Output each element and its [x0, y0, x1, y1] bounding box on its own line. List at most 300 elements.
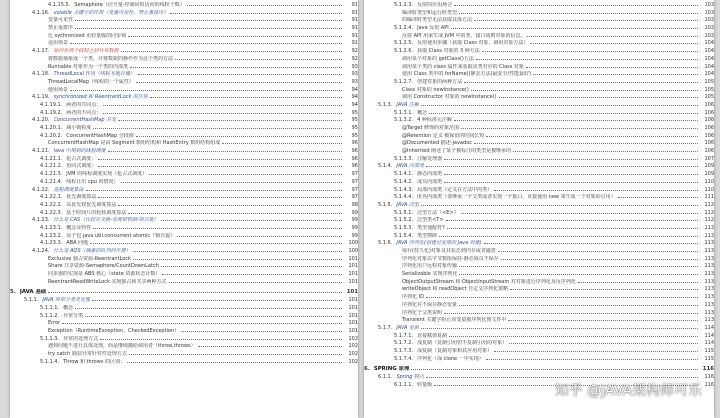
toc-entry-page: 106	[704, 117, 714, 124]
toc-entry-title[interactable]: 调用某个对象的 getClass()方法	[402, 55, 474, 62]
toc-entry-title[interactable]: 两者的不同点：	[66, 109, 102, 116]
toc-dot-leader	[169, 277, 342, 283]
toc-entry[interactable]	[10, 269, 358, 277]
toc-entry-title[interactable]: 创建对象的两种方法	[417, 78, 463, 85]
toc-entry-title[interactable]: ConcurrentHashMap 并发	[53, 117, 117, 124]
toc-dot-leader	[150, 92, 342, 98]
toc-entry-title[interactable]: 原子包 java.util.concurrent.atomic（锁自旋）	[66, 232, 176, 239]
toc-entry-title[interactable]: ConcurrentHashMap 是由 Segment 数组结构和 HashEntry 数组结构组成	[48, 140, 221, 147]
toc-entry[interactable]	[364, 108, 714, 116]
toc-entry[interactable]	[10, 46, 358, 54]
toc-entry[interactable]	[364, 54, 714, 62]
toc-entry-title[interactable]: 概念及特性	[66, 224, 92, 231]
toc-entry[interactable]	[364, 200, 714, 208]
toc-entry-number: 5.1.4.1.	[394, 171, 414, 178]
toc-entry-title[interactable]: 如何在两个线程之间共享数据	[53, 48, 119, 55]
toc-entry[interactable]	[364, 223, 714, 231]
toc-entry-title[interactable]: 注解处理器	[417, 155, 443, 162]
toc-entry[interactable]	[10, 318, 358, 326]
toc-dot-leader	[85, 311, 342, 317]
toc-entry-number: 5.1.5.4.	[394, 232, 414, 239]
toc-dot-leader	[92, 295, 342, 301]
toc-entry[interactable]	[10, 254, 358, 262]
toc-dot-leader	[446, 215, 698, 221]
toc-entry[interactable]	[10, 295, 358, 303]
toc-entry-title[interactable]: Exception（RuntimeException、CheckedException）	[48, 327, 180, 334]
toc-entry[interactable]	[10, 62, 358, 70]
toc-entry-title[interactable]: 两者的共同点：	[66, 101, 102, 108]
toc-entry-page: 99	[351, 232, 358, 239]
toc-dot-leader	[70, 85, 342, 91]
toc-entry[interactable]	[10, 177, 358, 185]
toc-entry[interactable]	[364, 85, 714, 93]
toc-entry-title[interactable]: 调用某个类的 class 属性来获取该类对应的 Class 对象	[402, 63, 524, 70]
toc-entry-title[interactable]: Share 共享资源-Semaphore/CountDownLatch	[48, 263, 159, 270]
toc-entry[interactable]	[10, 311, 358, 319]
toc-dot-leader	[75, 15, 342, 21]
toc-entry-title[interactable]: JAVA 内部类	[396, 163, 425, 170]
toc-entry-number: 5.1.4.2.	[394, 178, 414, 185]
toc-entry-title[interactable]: 遇到问题不进行具体处理，而是继续抛给调用者（throw,throws）	[48, 343, 196, 350]
toc-entry[interactable]	[10, 54, 358, 62]
toc-entry[interactable]	[364, 246, 714, 254]
toc-entry-page: 105	[704, 94, 714, 101]
toc-entry[interactable]	[364, 238, 714, 246]
toc-entry-title[interactable]: 反射使用步骤（获取 Class 对象、调用对象方法）	[417, 40, 529, 47]
toc-list-left	[10, 0, 358, 364]
toc-entry-title[interactable]: 同步器的实现是 ABS 核心（state 资源状态计数）	[48, 271, 161, 278]
toc-entry-number: 4.1.21.1.	[40, 155, 63, 162]
toc-entry-number: 4.1.15.5.	[48, 2, 71, 8]
toc-entry-title[interactable]: 类型通配符?	[417, 224, 445, 231]
toc-entry-title[interactable]: ReentrantReadWriteLock 实现独占和共享两种方式	[48, 278, 167, 285]
toc-entry-title[interactable]: 异常分类	[63, 312, 84, 319]
toc-entry-page: 109	[704, 171, 714, 178]
toc-entry-title[interactable]: JAVA 异常分类及处理	[42, 297, 91, 304]
toc-entry-title[interactable]: 概念	[417, 109, 428, 116]
toc-entry[interactable]	[364, 161, 714, 169]
toc-entry-page: 103	[704, 25, 714, 32]
toc-entry-page: 97	[351, 194, 358, 201]
toc-entry-title[interactable]: 序列化子父类说明	[402, 309, 443, 316]
toc-entry[interactable]	[364, 346, 714, 354]
toc-entry-number: 4.1.20.	[32, 117, 50, 124]
toc-entry-title[interactable]: 进程调度算法	[53, 186, 84, 193]
toc-entry-title[interactable]: volatile 关键字的作用（变量可见性、禁止重排序）	[53, 9, 169, 16]
toc-entry[interactable]	[10, 200, 358, 208]
toc-entry-title[interactable]: synchronized 和 ReentrantLock 的区别	[53, 94, 148, 101]
toc-entry[interactable]	[10, 287, 358, 295]
toc-entry[interactable]	[10, 185, 358, 193]
toc-dot-leader	[464, 77, 698, 83]
toc-entry[interactable]	[10, 223, 358, 231]
toc-entry-title[interactable]: @Target 修饰的对象范围	[402, 125, 460, 131]
toc-entry-page: 113	[704, 263, 714, 270]
toc-entry-title[interactable]: 浅复制（复制引用但不复制引用的对象）	[417, 340, 508, 347]
toc-dot-leader	[149, 169, 342, 175]
toc-entry-number: 5.1.1.1.	[40, 304, 60, 311]
toc-entry-title[interactable]: 高优先权优先调度算法	[66, 201, 117, 208]
toc-entry[interactable]	[364, 292, 714, 300]
toc-entry-number: 5.1.5.2.	[394, 217, 414, 224]
toc-entry-title[interactable]: ConcurrentHashMap 分段锁	[66, 132, 134, 139]
toc-entry-title[interactable]: writeObject 和 readObject 自定义序列化策略	[402, 286, 509, 293]
toc-entry-title[interactable]: ABA 问题	[66, 240, 89, 247]
toc-entry-title[interactable]: 成员内部类	[417, 178, 443, 185]
toc-entry[interactable]	[10, 108, 358, 116]
toc-dot-leader	[426, 292, 698, 298]
toc-entry[interactable]	[10, 215, 358, 223]
toc-dot-leader	[578, 277, 698, 283]
toc-entry[interactable]	[364, 231, 714, 239]
toc-entry[interactable]	[364, 0, 714, 8]
toc-entry-title[interactable]: ThreadLocal 作用（线程本地存储）	[53, 71, 136, 78]
toc-dot-leader	[459, 261, 698, 267]
zhihu-watermark: 知乎 @JAVA架构师可乐	[554, 383, 702, 399]
toc-entry-title[interactable]: JAVA 泛型	[396, 201, 420, 208]
toc-dot-leader	[170, 8, 342, 14]
toc-entry-number: 5.1.4.4.	[394, 194, 414, 201]
toc-entry-title[interactable]: ObjectOutputStream 和 ObjectInputStream 对对象进行序列化及反序列化	[402, 278, 576, 285]
toc-entry-title[interactable]: 匿名内部类（要继承一个父类或者实现一个接口、直接使用 new 来生成一个对象的引用）	[417, 194, 616, 201]
toc-entry-page: 101	[348, 271, 358, 278]
toc-entry-page: 92	[351, 55, 358, 62]
toc-entry-title[interactable]: 异常的处理方式	[63, 335, 99, 342]
toc-entry-title[interactable]: 序列化（深 clone 一中实现）	[417, 355, 484, 362]
toc-entry-page: 106	[704, 140, 714, 147]
toc-entry[interactable]	[10, 208, 358, 216]
toc-entry-number: 5.1.2.5.	[394, 40, 414, 47]
toc-entry[interactable]	[10, 326, 358, 334]
toc-entry[interactable]	[364, 69, 714, 77]
toc-dot-leader	[513, 146, 698, 152]
toc-dot-leader	[127, 357, 342, 363]
toc-entry-page: 113	[704, 294, 714, 301]
toc-entry[interactable]	[10, 0, 358, 8]
toc-entry[interactable]	[364, 308, 714, 316]
toc-entry[interactable]	[364, 31, 714, 39]
toc-dot-leader	[128, 208, 342, 214]
toc-entry[interactable]	[10, 146, 358, 154]
toc-entry[interactable]	[10, 100, 358, 108]
toc-entry[interactable]	[364, 185, 714, 193]
toc-entry[interactable]	[364, 115, 714, 123]
toc-entry-title[interactable]: Exclusive 独占资源-ReentrantLock	[48, 255, 131, 262]
toc-entry[interactable]	[10, 38, 358, 46]
toc-entry-title[interactable]: 深复制（复制对象和其应用对象）	[417, 347, 493, 354]
toc-entry[interactable]	[364, 77, 714, 85]
toc-dot-leader	[459, 300, 698, 306]
toc-entry-title[interactable]: 序列化用户远程对象传输	[402, 263, 458, 270]
toc-entry-page: 95	[351, 117, 358, 124]
toc-entry-page: 91	[351, 17, 358, 24]
toc-entry-title[interactable]: 的编译时类型无法获取具体方法	[402, 17, 473, 24]
toc-entry[interactable]	[10, 85, 358, 93]
toc-entry-title[interactable]: Serializable 实现序列化	[402, 271, 458, 278]
toc-dot-leader	[447, 223, 698, 229]
toc-entry-page: 101	[346, 289, 358, 296]
toc-entry[interactable]	[364, 169, 714, 177]
toc-entry-number: 4.1.23.1.	[40, 224, 63, 231]
toc-entry[interactable]	[10, 92, 358, 100]
toc-dot-leader	[454, 0, 698, 6]
toc-dot-leader	[501, 254, 698, 260]
toc-dot-leader	[499, 92, 698, 98]
toc-entry-title[interactable]: 调用 Constructor 对象的 newInstance()	[402, 94, 497, 101]
toc-entry[interactable]	[364, 354, 714, 362]
toc-entry-title[interactable]: 抢占式调度：	[66, 155, 97, 162]
toc-entry[interactable]	[364, 277, 714, 285]
toc-entry-title[interactable]: Runnable 对象作为一个类的内部类	[48, 63, 129, 70]
toc-dot-leader	[187, 0, 342, 6]
toc-entry-title[interactable]: JAVA 注解	[396, 101, 420, 108]
toc-page-left	[10, 0, 358, 418]
toc-dot-leader	[100, 334, 342, 340]
toc-entry-title[interactable]: 获取 Class 对象的 3 种方法	[417, 48, 480, 55]
toc-entry[interactable]	[10, 138, 358, 146]
toc-entry[interactable]	[10, 261, 358, 269]
toc-entry[interactable]	[364, 100, 714, 108]
toc-dot-leader	[421, 100, 698, 106]
toc-entry-page: 106	[704, 132, 714, 139]
toc-entry-title[interactable]: 使用场景	[48, 86, 69, 93]
toc-dot-leader	[121, 46, 342, 52]
toc-entry-number: 4.1.20.1.	[40, 125, 63, 131]
toc-entry-page: 112	[704, 201, 714, 208]
toc-entry[interactable]	[364, 284, 714, 292]
toc-entry-title[interactable]: 序列化对象以字节数组保持-静态成员不保存	[402, 255, 499, 262]
toc-dot-leader	[439, 231, 698, 237]
toc-entry[interactable]	[10, 123, 358, 131]
toc-entry[interactable]	[364, 8, 714, 16]
toc-entry[interactable]	[364, 15, 714, 23]
toc-entry-title[interactable]: JAVA 基础	[19, 289, 47, 296]
toc-entry-page: 97	[351, 171, 358, 178]
toc-entry-title[interactable]: JAVA 复制	[396, 324, 420, 331]
toc-dot-leader	[130, 62, 342, 68]
toc-entry-number: 4.1.17.	[32, 48, 50, 55]
toc-entry[interactable]	[10, 161, 358, 169]
toc-entry-title[interactable]: 适用场景	[48, 40, 69, 47]
toc-entry-title[interactable]: 类型擦除	[417, 232, 438, 239]
toc-dot-leader	[162, 269, 342, 275]
toc-entry[interactable]	[10, 192, 358, 200]
toc-entry-title[interactable]: 将数据抽象成一个类，并将数据的操作作为这个类的方法	[48, 55, 174, 62]
toc-dot-leader	[133, 246, 342, 252]
toc-entry-title[interactable]: 变量可见性	[48, 17, 74, 24]
toc-entry-page: 101	[348, 312, 358, 319]
toc-entry-number: 4.1.24.	[32, 248, 50, 254]
toc-entry-title[interactable]: Throw 和 throws 的区别：	[63, 358, 126, 365]
toc-entry[interactable]	[364, 92, 714, 100]
toc-entry[interactable]	[10, 349, 358, 357]
toc-entry[interactable]	[10, 246, 358, 254]
toc-dot-leader	[444, 308, 698, 314]
toc-entry-title[interactable]: 泛型类<T>	[417, 217, 444, 224]
toc-entry-page: 96	[351, 163, 358, 170]
toc-entry-page: 104	[704, 63, 714, 70]
toc-entry[interactable]	[364, 138, 714, 146]
toc-entry-number: 4.1.19.	[32, 94, 50, 101]
toc-entry-page: 101	[348, 327, 358, 334]
toc-entry-number: 4.1.22.3.	[40, 209, 63, 216]
toc-entry-title[interactable]: try catch 捕获异常针对性处理方式	[48, 350, 127, 357]
toc-entry[interactable]	[10, 131, 358, 139]
toc-entry-page: 104	[704, 40, 714, 47]
toc-entry-title[interactable]: 序列化并不保存静态变量	[402, 301, 458, 308]
toc-entry-title[interactable]: SPRING 原理	[373, 366, 410, 373]
toc-entry-title[interactable]: @Documented 描述-javadoc	[402, 140, 473, 147]
toc-entry[interactable]	[364, 62, 714, 70]
toc-entry-title[interactable]: 编译时类型和运行时类型	[402, 9, 458, 16]
toc-entry[interactable]	[364, 38, 714, 46]
toc-dot-leader	[161, 261, 342, 267]
toc-entry[interactable]	[364, 146, 714, 154]
toc-entry-number: 5.1.2.6.	[394, 48, 414, 55]
toc-entry-number: 4.1.23.2.	[40, 232, 63, 239]
toc-entry[interactable]	[10, 23, 358, 31]
toc-entry[interactable]	[10, 341, 358, 349]
toc-entry-title[interactable]: 协同式调度：	[66, 163, 97, 170]
toc-entry[interactable]	[10, 277, 358, 285]
toc-dot-leader	[526, 62, 698, 68]
toc-entry-title[interactable]: Semaphore（信号量-控制同时访问的线程个数）	[74, 2, 185, 8]
toc-entry-title[interactable]: 减小锁粒度	[66, 125, 92, 131]
toc-entry[interactable]	[364, 254, 714, 262]
toc-entry[interactable]	[364, 300, 714, 308]
toc-entry-page: 101	[348, 304, 358, 311]
toc-entry-page: 115	[704, 355, 714, 362]
toc-dot-leader	[426, 161, 698, 167]
toc-entry[interactable]	[364, 215, 714, 223]
toc-entry-number: 5.1.3.	[378, 101, 393, 108]
toc-entry-title[interactable]: 什么是 AQS（抽象的队列同步器）	[53, 248, 131, 254]
toc-dot-leader	[510, 284, 698, 290]
toc-entry-title[interactable]: 什么是 CAS（比较并交换-乐观锁机制-锁自旋）	[53, 217, 159, 224]
toc-entry-title[interactable]: 直接赋值复制	[417, 332, 448, 339]
toc-dot-leader	[62, 318, 342, 324]
toc-entry-page: 102	[348, 335, 358, 342]
toc-entry[interactable]	[10, 77, 358, 85]
toc-entry-title[interactable]: JVM 的线程调度实现（抢占式调度）	[66, 171, 148, 178]
toc-entry-page: 106	[704, 101, 714, 108]
toc-entry[interactable]	[10, 303, 358, 311]
toc-dot-leader	[108, 146, 342, 152]
toc-dot-leader	[429, 108, 698, 114]
toc-entry-title[interactable]: 轻量级	[417, 381, 433, 388]
toc-entry[interactable]	[364, 364, 714, 372]
toc-entry-title[interactable]: 线程让出 cpu 的情况：	[66, 178, 119, 185]
toc-entry-title[interactable]: Transient 关键字阻止该变量被序列化到文件中	[402, 317, 507, 324]
toc-entry-title[interactable]: 使用 Class 类中的 forName()静态方法(最安全/性能最好)	[402, 71, 532, 78]
toc-entry[interactable]	[364, 269, 714, 277]
toc-entry[interactable]	[10, 357, 358, 365]
toc-entry[interactable]	[364, 338, 714, 346]
toc-entry-title[interactable]: @Inherited 阐述了某个被标注的类型是被继承的	[402, 148, 512, 155]
toc-entry-number: 4.1.21.3.	[40, 171, 63, 178]
toc-entry-page: 93	[351, 63, 358, 70]
toc-entry-title[interactable]: 保存(持久化)对象及其状态到内存或者磁盘	[402, 248, 496, 254]
toc-entry[interactable]	[10, 115, 358, 123]
toc-dot-leader	[618, 192, 698, 198]
toc-entry-title[interactable]: Class 对象的 newInstance()	[402, 86, 469, 93]
toc-entry-title[interactable]: Error	[48, 320, 61, 327]
toc-entry[interactable]	[364, 331, 714, 339]
toc-entry[interactable]	[10, 15, 358, 23]
toc-entry-page: 94	[351, 94, 358, 101]
toc-entry[interactable]	[364, 46, 714, 54]
toc-entry-number: 4.1.21.4.	[40, 178, 63, 185]
toc-entry-title[interactable]: 泛型方法（<E>）	[417, 209, 459, 216]
toc-dot-leader	[533, 69, 698, 75]
toc-entry-title[interactable]: ThreadLocalMap（线程的一个属性）	[48, 78, 134, 85]
toc-entry[interactable]	[10, 31, 358, 39]
toc-entry-page: 113	[704, 286, 714, 293]
toc-entry[interactable]	[364, 23, 714, 31]
toc-entry[interactable]	[364, 208, 714, 216]
toc-entry-title[interactable]: JAVA 序列化(创建可复用的 Java 对象)	[396, 240, 482, 247]
toc-entry[interactable]	[364, 123, 714, 131]
toc-entry-number: 4.1.23.3.	[40, 240, 63, 247]
toc-entry[interactable]	[364, 261, 714, 269]
toc-entry-title[interactable]: 4 种标准元注解	[417, 117, 452, 124]
toc-entry-title[interactable]: 反射的应用场合	[417, 2, 453, 8]
toc-entry-title[interactable]: 序列化 ID	[402, 294, 424, 301]
toc-entry-title[interactable]: 反射 API 用来生成 JVM 中的类、接口或则对象的信息。	[402, 32, 526, 39]
toc-entry[interactable]	[364, 154, 714, 162]
toc-entry[interactable]	[10, 169, 358, 177]
toc-entry-number: 5.1.3.3.	[394, 155, 414, 162]
toc-entry[interactable]	[364, 131, 714, 139]
toc-entry-number: 5.1.7.	[378, 324, 393, 331]
toc-entry-title[interactable]: Spring 特点	[396, 374, 425, 380]
toc-entry-title[interactable]: 优先调度算法	[66, 194, 97, 201]
toc-entry[interactable]	[364, 177, 714, 185]
toc-entry-title[interactable]: 静态内部类	[417, 171, 443, 178]
toc-entry[interactable]	[364, 315, 714, 323]
toc-dot-leader	[444, 169, 698, 175]
toc-entry[interactable]	[10, 8, 358, 16]
toc-dot-leader	[75, 23, 342, 29]
toc-entry-page: 114	[704, 340, 714, 347]
toc-dot-leader	[48, 287, 342, 293]
toc-entry[interactable]	[10, 231, 358, 239]
toc-entry[interactable]	[364, 323, 714, 331]
toc-entry-title[interactable]: 禁止重排序	[48, 25, 74, 32]
toc-entry-title[interactable]: @Retention 定义 被保留的时间长短	[402, 132, 485, 139]
toc-entry-page: 93	[351, 71, 358, 78]
toc-entry-title[interactable]: 基于时间片的轮转调度算法	[66, 209, 127, 216]
toc-entry-title[interactable]: 概念	[63, 304, 74, 311]
toc-entry-page: 110	[704, 186, 714, 193]
toc-entry[interactable]	[10, 154, 358, 162]
toc-dot-leader	[93, 123, 342, 129]
toc-entry-title[interactable]: Java 中用到的线程调度	[53, 148, 106, 155]
toc-list-right	[364, 0, 714, 387]
toc-entry[interactable]	[10, 238, 358, 246]
toc-entry[interactable]	[364, 192, 714, 200]
toc-entry-title[interactable]: 局部内部类（定义在方法中的类）	[417, 186, 493, 193]
toc-entry[interactable]	[364, 372, 714, 380]
toc-entry-title[interactable]: 比 sychronized 更轻量级的同步锁	[48, 32, 127, 39]
toc-entry-title[interactable]: Java 反射 API	[417, 25, 449, 32]
toc-entry-page: 113	[704, 301, 714, 308]
toc-entry[interactable]	[10, 334, 358, 342]
toc-entry[interactable]	[10, 69, 358, 77]
toc-entry-page: 116	[702, 366, 714, 373]
toc-entry-number: 4.1.20.2.	[40, 132, 63, 139]
toc-dot-leader	[486, 354, 698, 360]
